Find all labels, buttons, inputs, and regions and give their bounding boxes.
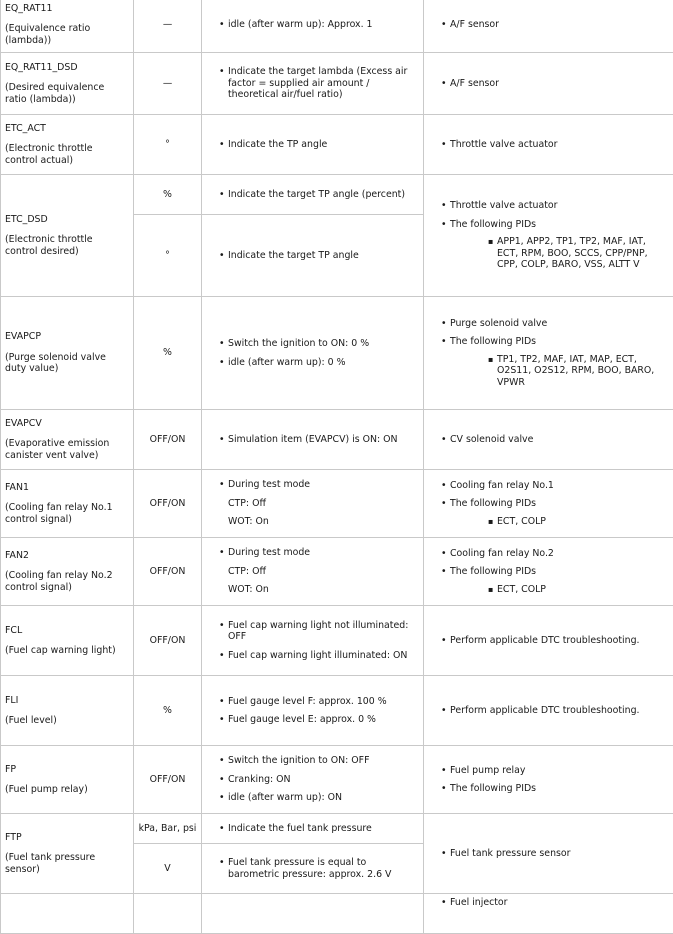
condition-item: • Fuel cap warning light illuminated: ON <box>208 650 417 661</box>
unit-cell: — <box>134 53 202 115</box>
unit-cell: OFF/ON <box>134 410 202 470</box>
pid-list-item: ▪ ECT, COLP <box>450 584 667 595</box>
condition-item: • idle (after warm up): ON <box>208 792 417 803</box>
pid-list-item: ▪ ECT, COLP <box>450 516 667 527</box>
condition-item: • idle (after warm up): 0 % <box>208 357 417 368</box>
condition-item: • Indicate the TP angle <box>208 139 417 150</box>
unit-cell: OFF/ON <box>134 470 202 538</box>
table-row <box>1 53 673 115</box>
table-row <box>1 0 673 53</box>
condition-item: • Switch the ignition to ON: 0 % <box>208 338 417 349</box>
pid-name: FLI <box>5 695 127 706</box>
condition-item: • Cranking: ON <box>208 774 417 785</box>
pid-description: (Purge solenoid valve duty value) <box>5 352 127 375</box>
condition-item: • Fuel tank pressure is equal to barometric pressure: approx. 2.6 V <box>208 857 417 880</box>
unit-cell: — <box>134 0 202 53</box>
condition-item: • idle (after warm up): Approx. 1 <box>208 19 417 30</box>
pid-name: FAN1 <box>5 482 127 493</box>
inspection-item: • Perform applicable DTC troubleshooting. <box>430 705 667 716</box>
pid-name: FCL <box>5 625 127 636</box>
pid-name: EVAPCV <box>5 418 127 429</box>
table-row <box>1 676 673 746</box>
inspection-item: • Fuel pump relay <box>430 765 667 776</box>
condition-detail: WOT: On <box>208 516 417 527</box>
condition-item: • Indicate the target TP angle (percent) <box>208 189 417 200</box>
condition-item: • During test mode <box>208 547 417 558</box>
pid-name: ETC_ACT <box>5 123 127 134</box>
pid-name: FP <box>5 764 127 775</box>
pid-list-item: ▪ APP1, APP2, TP1, TP2, MAF, IAT, ECT, RPM, BOO, SCCS, CPP/PNP, CPP, COLP, BARO, VSS, ALTT V <box>450 236 667 270</box>
pid-name: FTP <box>5 832 127 843</box>
pid-description: (Fuel tank pressure sensor) <box>5 852 127 875</box>
inspection-item: • A/F sensor <box>430 78 667 89</box>
unit-cell: OFF/ON <box>134 606 202 676</box>
inspection-item: • A/F sensor <box>430 19 667 30</box>
inspection-item: • Throttle valve actuator <box>430 139 667 150</box>
inspection-item: • Purge solenoid valve <box>430 318 667 329</box>
pid-description: (Cooling fan relay No.2 control signal) <box>5 570 127 593</box>
unit-cell: % <box>134 297 202 410</box>
unit-cell: OFF/ON <box>134 746 202 814</box>
table-row <box>1 297 673 410</box>
unit-cell: % <box>134 676 202 746</box>
table-row <box>1 470 673 538</box>
unit-cell: % <box>134 175 202 215</box>
condition-item: • Indicate the target TP angle <box>208 250 417 261</box>
unit-cell: ° <box>134 115 202 175</box>
unit-cell: ° <box>134 215 202 297</box>
condition-detail: WOT: On <box>208 584 417 595</box>
pid-name: FAN2 <box>5 550 127 561</box>
condition-item: • Fuel gauge level F: approx. 100 % <box>208 696 417 707</box>
table-row <box>1 746 673 814</box>
pid-description: (Cooling fan relay No.1 control signal) <box>5 502 127 525</box>
inspection-item: • The following PIDs ▪ APP1, APP2, TP1, TP2, MAF, IAT, ECT, RPM, BOO, SCCS, CPP/PNP, CPP, COLP, BARO, VSS, ALTT V <box>430 219 667 271</box>
unit-cell: V <box>134 844 202 894</box>
condition-item: • During test mode <box>208 479 417 490</box>
inspection-item: • The following PIDs ▪ TP1, TP2, MAF, IAT, MAP, ECT, O2S11, O2S12, RPM, BOO, BARO, VPWR <box>430 336 667 388</box>
inspection-item: • The following PIDs <box>430 783 667 794</box>
table-row <box>1 814 673 844</box>
table-row <box>1 410 673 470</box>
table-row <box>1 175 673 215</box>
inspection-item: • Cooling fan relay No.1 <box>430 480 667 491</box>
table-row <box>1 606 673 676</box>
inspection-item: • The following PIDs ▪ ECT, COLP <box>430 498 667 527</box>
pid-name: EVAPCP <box>5 331 127 342</box>
pid-name: ETC_DSD <box>5 214 127 225</box>
inspection-item: • Fuel injector <box>430 897 667 908</box>
inspection-item: • Perform applicable DTC troubleshooting. <box>430 635 667 646</box>
condition-item: • Fuel gauge level E: approx. 0 % <box>208 714 417 725</box>
condition-item: • Indicate the fuel tank pressure <box>208 823 417 834</box>
pid-description: (Evaporative emission canister vent valve) <box>5 438 127 461</box>
pid-name: EQ_RAT11 <box>5 3 127 14</box>
pid-description: (Fuel pump relay) <box>5 784 127 795</box>
inspection-item: • Fuel tank pressure sensor <box>430 848 667 859</box>
condition-detail: CTP: Off <box>208 498 417 509</box>
pid-description: (Fuel cap warning light) <box>5 645 127 656</box>
table-row <box>1 538 673 606</box>
table-row <box>1 894 673 934</box>
condition-item: • Simulation item (EVAPCV) is ON: ON <box>208 434 417 445</box>
pid-description: (Equivalence ratio (lambda)) <box>5 23 127 46</box>
inspection-item: • Cooling fan relay No.2 <box>430 548 667 559</box>
inspection-item: • Throttle valve actuator <box>430 200 667 211</box>
pid-list-item: ▪ TP1, TP2, MAF, IAT, MAP, ECT, O2S11, O2S12, RPM, BOO, BARO, VPWR <box>450 354 667 388</box>
unit-cell: kPa, Bar, psi <box>134 814 202 844</box>
inspection-item: • CV solenoid valve <box>430 434 667 445</box>
pid-description: (Fuel level) <box>5 715 127 726</box>
condition-item: • Fuel cap warning light not illuminated: OFF <box>208 620 417 643</box>
pid-description: (Electronic throttle control actual) <box>5 143 127 166</box>
condition-item: • Switch the ignition to ON: OFF <box>208 755 417 766</box>
unit-cell: OFF/ON <box>134 538 202 606</box>
condition-detail: CTP: Off <box>208 566 417 577</box>
pid-description: (Desired equivalence ratio (lambda)) <box>5 82 127 105</box>
pid-name: EQ_RAT11_DSD <box>5 62 127 73</box>
pid-description: (Electronic throttle control desired) <box>5 234 127 257</box>
table-row <box>1 115 673 175</box>
condition-item: • Indicate the target lambda (Excess air factor = supplied air amount / theoretical air/fuel ratio) <box>208 66 417 100</box>
inspection-item: • The following PIDs ▪ ECT, COLP <box>430 566 667 595</box>
